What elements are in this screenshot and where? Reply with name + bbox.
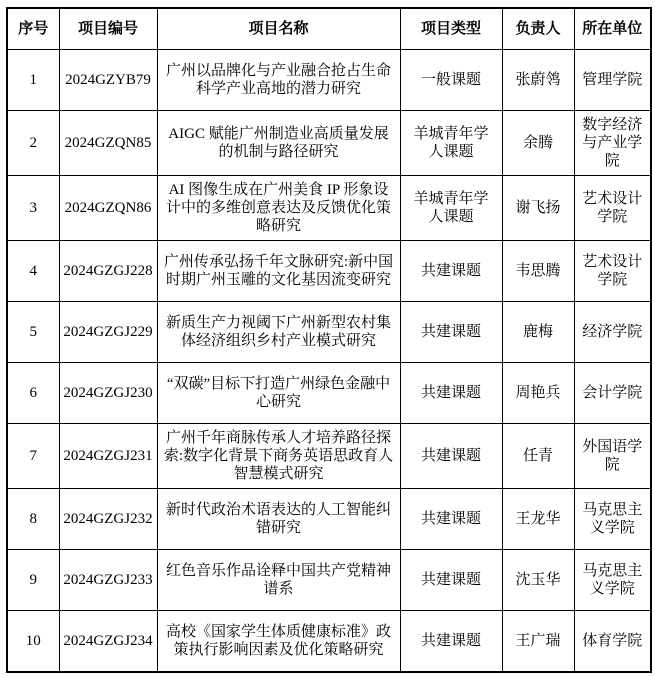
- cell-leader: 鹿梅: [502, 302, 574, 363]
- cell-project-type: 共建课题: [400, 424, 502, 489]
- table-row: [7, 550, 651, 611]
- cell-project-code: 2024GZGJ233: [59, 550, 157, 611]
- cell-project-type: 共建课题: [400, 489, 502, 550]
- cell-unit: 管理学院: [574, 50, 651, 111]
- cell-project-type: 共建课题: [400, 550, 502, 611]
- table-row: [7, 50, 651, 111]
- cell-number: 9: [7, 550, 59, 611]
- cell-project-type: 羊城青年学人课题: [400, 111, 502, 176]
- cell-number: 7: [7, 424, 59, 489]
- cell-leader: 周艳兵: [502, 363, 574, 424]
- table-row: [7, 111, 651, 176]
- header-cell-number: 序号: [7, 8, 59, 50]
- cell-number: 8: [7, 489, 59, 550]
- cell-project-code: 2024GZGJ228: [59, 241, 157, 302]
- cell-project-type: 共建课题: [400, 611, 502, 673]
- cell-project-type: 共建课题: [400, 302, 502, 363]
- cell-unit: 马克思主义学院: [574, 550, 651, 611]
- cell-number: 1: [7, 50, 59, 111]
- cell-project-code: 2024GZGJ232: [59, 489, 157, 550]
- cell-number: 2: [7, 111, 59, 176]
- cell-leader: 王广瑞: [502, 611, 574, 673]
- cell-leader: 任青: [502, 424, 574, 489]
- cell-leader: 张蔚鸰: [502, 50, 574, 111]
- cell-project-name: 广州以品牌化与产业融合抢占生命科学产业高地的潜力研究: [157, 50, 400, 111]
- cell-project-code: 2024GZQN85: [59, 111, 157, 176]
- cell-project-type: 共建课题: [400, 241, 502, 302]
- cell-unit: 会计学院: [574, 363, 651, 424]
- cell-project-name: 红色音乐作品诠释中国共产党精神谱系: [157, 550, 400, 611]
- cell-number: 5: [7, 302, 59, 363]
- cell-project-name: 高校《国家学生体质健康标准》政策执行影响因素及优化策略研究: [157, 611, 400, 673]
- cell-unit: 艺术设计学院: [574, 176, 651, 241]
- project-table: [6, 7, 652, 673]
- table-row: [7, 363, 651, 424]
- table-row: [7, 302, 651, 363]
- header-cell-project-name: 项目名称: [157, 8, 400, 50]
- table-row: [7, 176, 651, 241]
- cell-number: 4: [7, 241, 59, 302]
- table-row: [7, 489, 651, 550]
- cell-project-code: 2024GZGJ230: [59, 363, 157, 424]
- cell-project-code: 2024GZGJ229: [59, 302, 157, 363]
- cell-number: 6: [7, 363, 59, 424]
- header-cell-unit: 所在单位: [574, 8, 651, 50]
- table-row: [7, 241, 651, 302]
- cell-project-code: 2024GZGJ231: [59, 424, 157, 489]
- cell-leader: 韦思腾: [502, 241, 574, 302]
- cell-unit: 艺术设计学院: [574, 241, 651, 302]
- cell-project-type: 共建课题: [400, 363, 502, 424]
- cell-project-name: 广州传承弘扬千年文脉研究:新中国时期广州玉雕的文化基因流变研究: [157, 241, 400, 302]
- table-row: [7, 424, 651, 489]
- cell-project-name: 广州千年商脉传承人才培养路径探索:数字化背景下商务英语思政育人智慧模式研究: [157, 424, 400, 489]
- cell-number: 10: [7, 611, 59, 673]
- header-cell-project-code: 项目编号: [59, 8, 157, 50]
- cell-project-type: 一般课题: [400, 50, 502, 111]
- cell-number: 3: [7, 176, 59, 241]
- cell-project-name: AIGC 赋能广州制造业高质量发展的机制与路径研究: [157, 111, 400, 176]
- cell-unit: 马克思主义学院: [574, 489, 651, 550]
- cell-leader: 余腾: [502, 111, 574, 176]
- cell-project-name: 新质生产力视阈下广州新型农村集体经济组织乡村产业模式研究: [157, 302, 400, 363]
- cell-leader: 谢飞扬: [502, 176, 574, 241]
- header-cell-project-type: 项目类型: [400, 8, 502, 50]
- cell-unit: 经济学院: [574, 302, 651, 363]
- cell-leader: 王龙华: [502, 489, 574, 550]
- cell-unit: 体育学院: [574, 611, 651, 673]
- header-cell-leader: 负责人: [502, 8, 574, 50]
- table-row: [7, 611, 651, 673]
- cell-project-name: 新时代政治术语表达的人工智能纠错研究: [157, 489, 400, 550]
- cell-unit: 数字经济与产业学院: [574, 111, 651, 176]
- header-row: [7, 8, 651, 50]
- cell-leader: 沈玉华: [502, 550, 574, 611]
- cell-project-code: 2024GZQN86: [59, 176, 157, 241]
- cell-project-name: “双碳”目标下打造广州绿色金融中心研究: [157, 363, 400, 424]
- cell-project-name: AI 图像生成在广州美食 IP 形象设计中的多维创意表达及反馈优化策略研究: [157, 176, 400, 241]
- table-body: [7, 50, 651, 673]
- cell-project-code: 2024GZGJ234: [59, 611, 157, 673]
- cell-project-type: 羊城青年学人课题: [400, 176, 502, 241]
- cell-project-code: 2024GZYB79: [59, 50, 157, 111]
- cell-unit: 外国语学院: [574, 424, 651, 489]
